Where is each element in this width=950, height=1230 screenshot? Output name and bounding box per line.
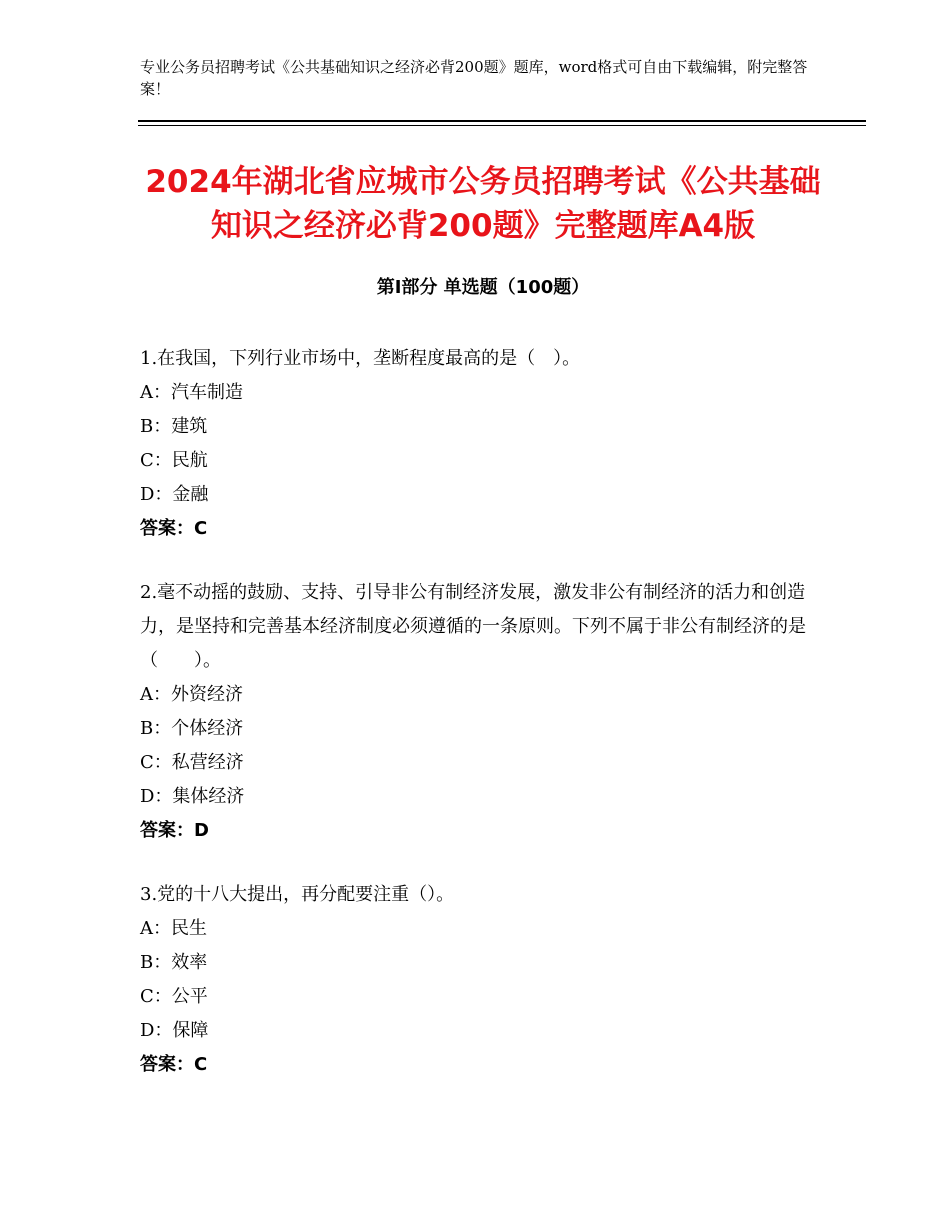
option-b: B：个体经济 [140,718,244,739]
option-c: C：私营经济 [140,752,244,773]
option-a: A：民生 [140,918,207,939]
question-1 [140,342,810,546]
answer: 答案：C [140,1054,208,1075]
option-b: B：建筑 [140,416,208,437]
document-title: 2024年湖北省应城市公务员招聘考试《公共基础知识之经济必背200题》完整题库A4版 [145,164,821,244]
question-stem: 2.毫不动摇的鼓励、支持、引导非公有制经济发展，激发非公有制经济的活力和创造力，是坚持和完善基本经济制度必须遵循的一条原则。下列不属于非公有制经济的是（ ）。 [140,582,806,671]
option-a: A：外资经济 [140,684,243,705]
header-rule-thin [138,125,866,126]
question-list [140,342,810,1112]
question-stem: 3.党的十八大提出，再分配要注重（）。 [140,884,455,905]
option-a: A：汽车制造 [140,382,243,403]
option-d: D：集体经济 [140,786,245,807]
option-d: D：保障 [140,1020,209,1041]
option-d: D：金融 [140,484,209,505]
option-b: B：效率 [140,952,208,973]
question-2 [140,576,810,848]
header-note: 专业公务员招聘考试《公共基础知识之经济必背200题》题库，word格式可自由下载编辑，附完整答案！ [140,58,808,98]
section-title: 第Ⅰ部分 单选题（100题） [376,277,590,298]
header-rule-thick [138,120,866,122]
answer: 答案：D [140,820,209,841]
question-stem: 1.在我国，下列行业市场中，垄断程度最高的是（ ）。 [140,348,581,369]
option-c: C：民航 [140,450,208,471]
answer: 答案：C [140,518,208,539]
option-c: C：公平 [140,986,208,1007]
question-3 [140,878,810,1082]
